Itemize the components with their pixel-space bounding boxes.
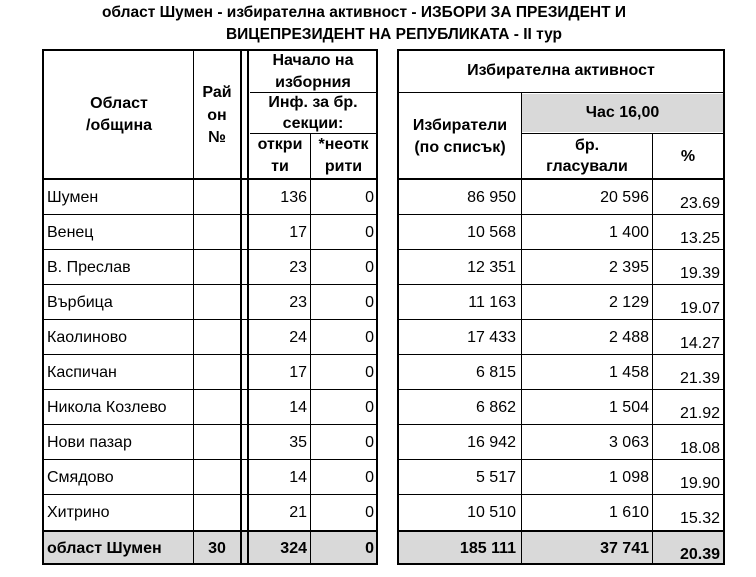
header-glasuvali-line-1: бр. (574, 137, 600, 154)
header-oblast-line-1: Област (90, 95, 148, 112)
cell-percent: 19.90 (679, 475, 720, 492)
header-izbirateli-line-1: Избиратели (412, 117, 508, 134)
page-title-line-1: област Шумен - избирателна активност - ИЗБОРИ ЗА ПРЕЗИДЕНТ И (101, 4, 627, 21)
cell-neotkriti: 0 (365, 399, 374, 416)
cell-neotkriti: 0 (365, 469, 374, 486)
cell-otkriti: 324 (280, 540, 307, 557)
cell-name: Шумен (47, 189, 99, 206)
cell-otkriti: 14 (289, 399, 307, 416)
cell-percent: 13.25 (679, 230, 720, 247)
cell-neotkriti: 0 (365, 189, 374, 206)
cell-neotkriti: 0 (365, 329, 374, 346)
cell-otkriti: 14 (289, 469, 307, 486)
cell-glasuvali: 1 400 (608, 224, 649, 241)
cell-rayon: 30 (208, 540, 226, 557)
cell-name: Хитрино (47, 504, 110, 521)
cell-glasuvali: 1 098 (608, 469, 649, 486)
cell-name: Никола Козлево (47, 399, 167, 416)
cell-name: Венец (47, 224, 94, 241)
header-percent: % (680, 148, 696, 165)
cell-name: Нови пазар (47, 434, 132, 451)
cell-glasuvali: 3 063 (608, 434, 649, 451)
cell-izbirateli: 17 433 (467, 329, 516, 346)
cell-otkriti: 17 (289, 224, 307, 241)
cell-name: област Шумен (47, 540, 162, 557)
header-izbirateli-line-2: (по списък) (414, 139, 506, 156)
cell-izbirateli: 185 111 (459, 540, 516, 557)
cell-name: Смядово (47, 469, 114, 486)
cell-percent: 18.08 (679, 440, 720, 457)
header-nachalo-line-2: изборния (275, 74, 351, 91)
header-rayon-line-1: Рай (202, 84, 232, 101)
header-glasuvali-line-2: гласували (546, 158, 628, 175)
cell-percent: 23.69 (679, 195, 720, 212)
cell-neotkriti: 0 (365, 434, 374, 451)
cell-izbirateli: 12 351 (467, 259, 516, 276)
cell-izbirateli: 5 517 (475, 469, 516, 486)
cell-percent: 21.92 (679, 405, 720, 422)
cell-glasuvali: 2 395 (608, 259, 649, 276)
cell-izbirateli: 10 568 (467, 224, 516, 241)
cell-otkriti: 23 (289, 259, 307, 276)
cell-glasuvali: 2 129 (608, 294, 649, 311)
cell-izbirateli: 16 942 (467, 434, 516, 451)
cell-glasuvali: 1 458 (608, 364, 649, 381)
header-oblast-line-2: /община (86, 117, 152, 134)
header-neotkriti-line-2: рити (324, 158, 363, 175)
header-otkriti-line-2: ти (271, 158, 289, 175)
cell-glasuvali: 1 504 (608, 399, 649, 416)
header-chas: Час 16,00 (585, 104, 660, 121)
header-nachalo-line-1: Начало на (272, 52, 354, 69)
header-rayon-line-3: № (208, 129, 226, 146)
cell-glasuvali: 2 488 (608, 329, 649, 346)
header-neotkriti-line-1: *неотк (318, 136, 369, 153)
header-inf-line-2: секции: (282, 115, 344, 132)
cell-izbirateli: 6 815 (475, 364, 516, 381)
cell-otkriti: 35 (289, 434, 307, 451)
cell-glasuvali: 37 741 (600, 540, 649, 557)
cell-percent: 21.39 (679, 370, 720, 387)
cell-izbirateli: 10 510 (467, 504, 516, 521)
cell-neotkriti: 0 (365, 504, 374, 521)
cell-percent: 20.39 (679, 546, 720, 563)
cell-percent: 14.27 (679, 335, 720, 352)
cell-neotkriti: 0 (365, 259, 374, 276)
cell-otkriti: 23 (289, 294, 307, 311)
cell-name: В. Преслав (47, 259, 131, 276)
cell-name: Каолиново (47, 329, 127, 346)
cell-name: Каспичан (47, 364, 117, 381)
cell-neotkriti: 0 (365, 540, 374, 557)
cell-name: Върбица (47, 294, 113, 311)
cell-otkriti: 17 (289, 364, 307, 381)
cell-percent: 15.32 (679, 510, 720, 527)
page-title-line-2: ВИЦЕПРЕЗИДЕНТ НА РЕПУБЛИКАТА - II тур (225, 26, 563, 43)
header-inf-line-1: Инф. за бр. (268, 94, 358, 111)
cell-otkriti: 136 (280, 189, 307, 206)
cell-percent: 19.39 (679, 265, 720, 282)
cell-glasuvali: 20 596 (600, 189, 649, 206)
cell-otkriti: 21 (289, 504, 307, 521)
cell-percent: 19.07 (679, 300, 720, 317)
cell-otkriti: 24 (289, 329, 307, 346)
cell-neotkriti: 0 (365, 364, 374, 381)
cell-glasuvali: 1 610 (608, 504, 649, 521)
cell-izbirateli: 86 950 (467, 189, 516, 206)
cell-neotkriti: 0 (365, 224, 374, 241)
cell-neotkriti: 0 (365, 294, 374, 311)
cell-izbirateli: 6 862 (475, 399, 516, 416)
header-otkriti-line-1: откри (257, 136, 303, 153)
header-aktivnost: Избирателна активност (467, 62, 655, 79)
cell-izbirateli: 11 163 (468, 294, 516, 311)
header-rayon-line-2: он (207, 107, 227, 124)
